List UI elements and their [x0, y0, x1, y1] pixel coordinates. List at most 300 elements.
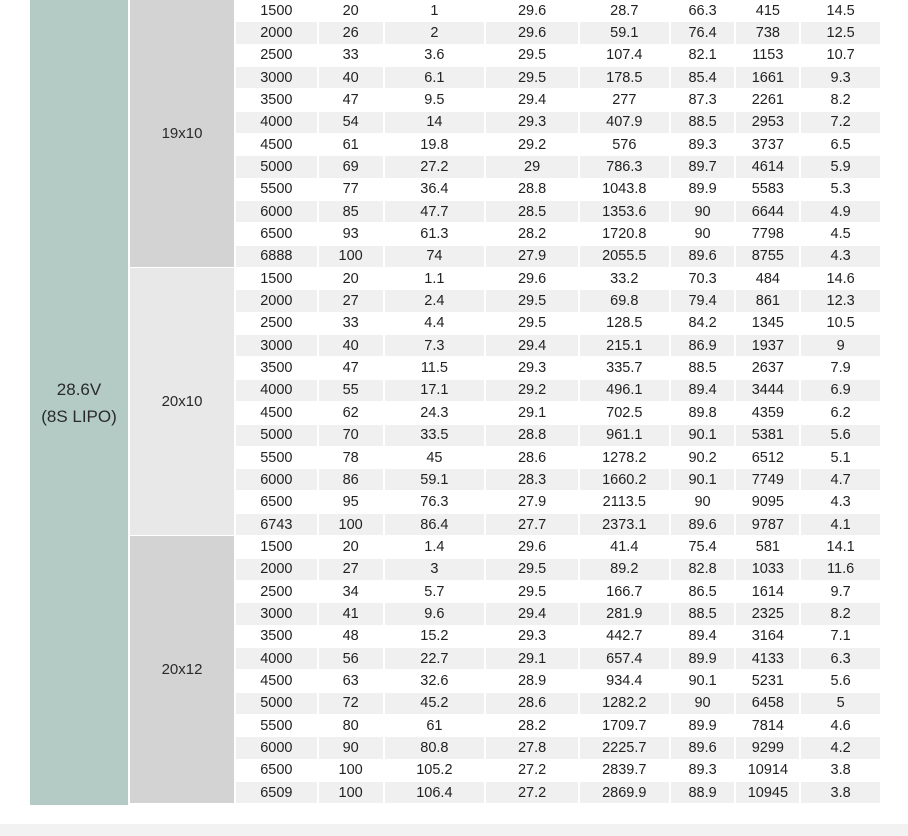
table-cell: 6644	[736, 201, 799, 222]
table-row	[236, 358, 880, 379]
table-cell: 4.9	[801, 201, 880, 222]
table-cell: 2055.5	[580, 246, 669, 267]
table-cell: 4.1	[801, 514, 880, 535]
table-cell: 1278.2	[580, 447, 669, 468]
table-cell: 10.5	[801, 313, 880, 334]
table-cell: 8.2	[801, 603, 880, 624]
table-cell: 45	[385, 447, 485, 468]
table-cell: 14.5	[801, 0, 880, 21]
table-cell: 22.7	[385, 648, 485, 669]
table-cell: 2113.5	[580, 492, 669, 513]
table-cell: 5231	[736, 670, 799, 691]
table-cell: 29.4	[486, 603, 578, 624]
table-cell: 8.2	[801, 89, 880, 110]
table-cell: 48	[319, 626, 383, 647]
table-cell: 32.6	[385, 670, 485, 691]
table-cell: 3.8	[801, 782, 880, 803]
table-cell: 105.2	[385, 760, 485, 781]
table-cell: 86.5	[671, 581, 735, 602]
table-cell: 581	[736, 536, 799, 557]
table-cell: 1500	[236, 268, 317, 289]
table-cell: 934.4	[580, 670, 669, 691]
table-cell: 2225.7	[580, 737, 669, 758]
table-cell: 2953	[736, 112, 799, 133]
table-cell: 89.9	[671, 648, 735, 669]
table-cell: 277	[580, 89, 669, 110]
table-cell: 9.7	[801, 581, 880, 602]
table-cell: 3.6	[385, 45, 485, 66]
table-row	[236, 313, 880, 334]
table-cell: 5.3	[801, 179, 880, 200]
table-cell: 738	[736, 22, 799, 43]
table-cell: 6500	[236, 223, 317, 244]
table-cell: 6000	[236, 737, 317, 758]
table-cell: 2637	[736, 358, 799, 379]
table-cell: 33	[319, 45, 383, 66]
table-cell: 4000	[236, 112, 317, 133]
table-cell: 576	[580, 134, 669, 155]
table-cell: 6500	[236, 492, 317, 513]
table-cell: 6.1	[385, 67, 485, 88]
table-cell: 61	[385, 715, 485, 736]
table-cell: 1937	[736, 335, 799, 356]
table-cell: 484	[736, 268, 799, 289]
table-cell: 80.8	[385, 737, 485, 758]
table-cell: 4.3	[801, 246, 880, 267]
table-cell: 2000	[236, 22, 317, 43]
table-row	[236, 156, 880, 177]
table-cell: 24.3	[385, 402, 485, 423]
table-row	[236, 469, 880, 490]
table-cell: 100	[319, 514, 383, 535]
table-cell: 62	[319, 402, 383, 423]
battery-type: (8S LIPO)	[41, 406, 117, 426]
table-cell: 86.9	[671, 335, 735, 356]
table-cell: 1.4	[385, 536, 485, 557]
table-cell: 20	[319, 0, 383, 21]
table-cell: 2839.7	[580, 760, 669, 781]
table-cell: 7814	[736, 715, 799, 736]
table-row	[236, 179, 880, 200]
table-cell: 106.4	[385, 782, 485, 803]
table-cell: 70	[319, 425, 383, 446]
table-cell: 4.6	[801, 715, 880, 736]
table-cell: 33	[319, 313, 383, 334]
table-cell: 14	[385, 112, 485, 133]
table-row	[236, 514, 880, 535]
table-cell: 1	[385, 0, 485, 21]
table-cell: 90	[671, 201, 735, 222]
table-cell: 55	[319, 380, 383, 401]
table-cell: 3164	[736, 626, 799, 647]
table-cell: 89.3	[671, 760, 735, 781]
table-row	[236, 112, 880, 133]
table-cell: 10.7	[801, 45, 880, 66]
table-cell: 28.6	[486, 447, 578, 468]
table-cell: 9095	[736, 492, 799, 513]
table-cell: 5.6	[801, 670, 880, 691]
table-cell: 1353.6	[580, 201, 669, 222]
table-cell: 4.2	[801, 737, 880, 758]
table-cell: 4000	[236, 380, 317, 401]
table-cell: 1614	[736, 581, 799, 602]
table-cell: 14.6	[801, 268, 880, 289]
table-cell: 1660.2	[580, 469, 669, 490]
table-cell: 82.1	[671, 45, 735, 66]
table-cell: 3500	[236, 358, 317, 379]
table-cell: 28.5	[486, 201, 578, 222]
table-cell: 15.2	[385, 626, 485, 647]
table-cell: 6458	[736, 693, 799, 714]
table-cell: 90	[319, 737, 383, 758]
performance-table	[30, 0, 880, 805]
table-cell: 29.3	[486, 626, 578, 647]
table-cell: 7.1	[801, 626, 880, 647]
table-cell: 9.5	[385, 89, 485, 110]
table-cell: 5000	[236, 693, 317, 714]
table-cell: 6.5	[801, 134, 880, 155]
table-cell: 4.7	[801, 469, 880, 490]
table-cell: 4359	[736, 402, 799, 423]
table-cell: 80	[319, 715, 383, 736]
table-cell: 4.3	[801, 492, 880, 513]
table-cell: 63	[319, 670, 383, 691]
table-cell: 1500	[236, 536, 317, 557]
table-row	[236, 782, 880, 803]
table-cell: 4500	[236, 402, 317, 423]
table-cell: 27.2	[486, 760, 578, 781]
table-cell: 29	[486, 156, 578, 177]
table-cell: 415	[736, 0, 799, 21]
table-row	[236, 246, 880, 267]
table-cell: 6888	[236, 246, 317, 267]
table-cell: 34	[319, 581, 383, 602]
table-cell: 28.3	[486, 469, 578, 490]
prop-size-label: 19x10	[161, 125, 203, 143]
table-row	[236, 447, 880, 468]
table-row	[236, 603, 880, 624]
table-cell: 166.7	[580, 581, 669, 602]
table-cell: 27.9	[486, 246, 578, 267]
table-cell: 90.1	[671, 469, 735, 490]
table-cell: 12.5	[801, 22, 880, 43]
table-cell: 89.9	[671, 715, 735, 736]
table-cell: 29.5	[486, 559, 578, 580]
prop-size-label: 20x10	[161, 393, 203, 411]
table-row	[236, 670, 880, 691]
table-cell: 88.5	[671, 603, 735, 624]
table-cell: 4.4	[385, 313, 485, 334]
table-cell: 78	[319, 447, 383, 468]
table-cell: 861	[736, 290, 799, 311]
table-cell: 90	[671, 492, 735, 513]
table-cell: 702.5	[580, 402, 669, 423]
table-cell: 85	[319, 201, 383, 222]
table-cell: 89.4	[671, 626, 735, 647]
table-cell: 89.6	[671, 737, 735, 758]
table-cell: 4000	[236, 648, 317, 669]
table-cell: 5381	[736, 425, 799, 446]
table-cell: 100	[319, 246, 383, 267]
table-cell: 28.2	[486, 715, 578, 736]
table-cell: 3.8	[801, 760, 880, 781]
table-cell: 4.5	[801, 223, 880, 244]
table-cell: 335.7	[580, 358, 669, 379]
table-row	[236, 290, 880, 311]
table-row	[236, 223, 880, 244]
table-row	[236, 760, 880, 781]
table-cell: 2000	[236, 559, 317, 580]
table-row	[236, 715, 880, 736]
table-cell: 5.6	[801, 425, 880, 446]
table-cell: 82.8	[671, 559, 735, 580]
table-cell: 29.5	[486, 45, 578, 66]
table-cell: 56	[319, 648, 383, 669]
table-row	[236, 626, 880, 647]
table-cell: 89.7	[671, 156, 735, 177]
table-cell: 1709.7	[580, 715, 669, 736]
table-cell: 88.5	[671, 112, 735, 133]
table-cell: 4614	[736, 156, 799, 177]
table-row	[236, 559, 880, 580]
table-cell: 77	[319, 179, 383, 200]
table-cell: 29.3	[486, 358, 578, 379]
table-cell: 40	[319, 335, 383, 356]
table-cell: 3000	[236, 67, 317, 88]
table-cell: 40	[319, 67, 383, 88]
table-cell: 19.8	[385, 134, 485, 155]
table-cell: 1661	[736, 67, 799, 88]
table-cell: 86.4	[385, 514, 485, 535]
table-cell: 11.6	[801, 559, 880, 580]
table-cell: 47	[319, 358, 383, 379]
table-cell: 6000	[236, 201, 317, 222]
table-cell: 33.5	[385, 425, 485, 446]
table-cell: 29.2	[486, 380, 578, 401]
table-cell: 29.5	[486, 581, 578, 602]
table-cell: 89.2	[580, 559, 669, 580]
table-cell: 89.4	[671, 380, 735, 401]
table-cell: 2261	[736, 89, 799, 110]
table-cell: 6.2	[801, 402, 880, 423]
table-cell: 3000	[236, 603, 317, 624]
table-cell: 90	[671, 223, 735, 244]
table-cell: 47.7	[385, 201, 485, 222]
table-cell: 5000	[236, 156, 317, 177]
table-cell: 95	[319, 492, 383, 513]
table-cell: 29.6	[486, 536, 578, 557]
table-cell: 93	[319, 223, 383, 244]
table-row	[236, 0, 880, 21]
table-cell: 89.6	[671, 246, 735, 267]
data-rows	[236, 0, 880, 804]
table-row	[236, 693, 880, 714]
table-cell: 100	[319, 782, 383, 803]
table-cell: 3444	[736, 380, 799, 401]
table-cell: 29.1	[486, 648, 578, 669]
prop-group-19x10	[130, 0, 234, 267]
table-cell: 27.9	[486, 492, 578, 513]
table-cell: 36.4	[385, 179, 485, 200]
table-cell: 6500	[236, 760, 317, 781]
table-cell: 76.3	[385, 492, 485, 513]
table-cell: 75.4	[671, 536, 735, 557]
table-cell: 7.2	[801, 112, 880, 133]
table-cell: 7798	[736, 223, 799, 244]
table-cell: 786.3	[580, 156, 669, 177]
table-cell: 9787	[736, 514, 799, 535]
table-cell: 29.5	[486, 313, 578, 334]
table-cell: 5583	[736, 179, 799, 200]
table-cell: 90.1	[671, 670, 735, 691]
table-cell: 76.4	[671, 22, 735, 43]
table-cell: 3	[385, 559, 485, 580]
table-cell: 4133	[736, 648, 799, 669]
table-cell: 2869.9	[580, 782, 669, 803]
table-cell: 3500	[236, 89, 317, 110]
table-cell: 28.2	[486, 223, 578, 244]
table-cell: 107.4	[580, 45, 669, 66]
table-cell: 10945	[736, 782, 799, 803]
table-cell: 9299	[736, 737, 799, 758]
table-cell: 5	[801, 693, 880, 714]
table-cell: 27.2	[486, 782, 578, 803]
table-cell: 59.1	[385, 469, 485, 490]
table-cell: 29.4	[486, 89, 578, 110]
table-cell: 100	[319, 760, 383, 781]
table-cell: 89.9	[671, 179, 735, 200]
table-cell: 28.8	[486, 179, 578, 200]
table-cell: 9.6	[385, 603, 485, 624]
table-cell: 70.3	[671, 268, 735, 289]
table-cell: 90	[671, 693, 735, 714]
table-cell: 6509	[236, 782, 317, 803]
table-row	[236, 380, 880, 401]
table-cell: 27.8	[486, 737, 578, 758]
table-cell: 7.9	[801, 358, 880, 379]
table-row	[236, 402, 880, 423]
table-cell: 33.2	[580, 268, 669, 289]
table-cell: 72	[319, 693, 383, 714]
table-cell: 1043.8	[580, 179, 669, 200]
table-row	[236, 425, 880, 446]
table-cell: 89.6	[671, 514, 735, 535]
table-cell: 2500	[236, 45, 317, 66]
table-cell: 3737	[736, 134, 799, 155]
table-cell: 6000	[236, 469, 317, 490]
voltage-cell	[30, 0, 128, 805]
table-cell: 3500	[236, 626, 317, 647]
table-cell: 47	[319, 89, 383, 110]
table-cell: 2500	[236, 313, 317, 334]
table-cell: 41.4	[580, 536, 669, 557]
table-cell: 29.5	[486, 67, 578, 88]
prop-size-label: 20x12	[161, 661, 203, 679]
table-row	[236, 22, 880, 43]
table-row	[236, 737, 880, 758]
table-cell: 29.1	[486, 402, 578, 423]
table-cell: 11.5	[385, 358, 485, 379]
table-cell: 20	[319, 536, 383, 557]
table-cell: 5000	[236, 425, 317, 446]
table-cell: 2	[385, 22, 485, 43]
table-cell: 89.3	[671, 134, 735, 155]
table-cell: 89.8	[671, 402, 735, 423]
table-row	[236, 335, 880, 356]
table-cell: 1153	[736, 45, 799, 66]
table-row	[236, 536, 880, 557]
table-cell: 1282.2	[580, 693, 669, 714]
table-cell: 88.9	[671, 782, 735, 803]
table-row	[236, 89, 880, 110]
table-cell: 59.1	[580, 22, 669, 43]
table-cell: 6743	[236, 514, 317, 535]
table-cell: 5500	[236, 179, 317, 200]
table-cell: 41	[319, 603, 383, 624]
table-cell: 7749	[736, 469, 799, 490]
table-cell: 26	[319, 22, 383, 43]
table-cell: 178.5	[580, 67, 669, 88]
table-cell: 27.7	[486, 514, 578, 535]
table-cell: 1.1	[385, 268, 485, 289]
table-row	[236, 268, 880, 289]
table-cell: 86	[319, 469, 383, 490]
table-row	[236, 648, 880, 669]
table-cell: 2.4	[385, 290, 485, 311]
table-cell: 29.6	[486, 22, 578, 43]
table-cell: 2000	[236, 290, 317, 311]
table-cell: 5500	[236, 447, 317, 468]
table-cell: 14.1	[801, 536, 880, 557]
table-cell: 1345	[736, 313, 799, 334]
table-cell: 28.7	[580, 0, 669, 21]
page-bottom-band	[0, 824, 908, 836]
table-cell: 45.2	[385, 693, 485, 714]
table-cell: 90.1	[671, 425, 735, 446]
table-cell: 10914	[736, 760, 799, 781]
table-cell: 29.4	[486, 335, 578, 356]
table-cell: 2373.1	[580, 514, 669, 535]
table-cell: 9	[801, 335, 880, 356]
table-cell: 4500	[236, 134, 317, 155]
table-cell: 7.3	[385, 335, 485, 356]
table-cell: 17.1	[385, 380, 485, 401]
table-cell: 69.8	[580, 290, 669, 311]
table-cell: 2325	[736, 603, 799, 624]
table-row	[236, 134, 880, 155]
table-cell: 442.7	[580, 626, 669, 647]
table-cell: 5.7	[385, 581, 485, 602]
table-cell: 66.3	[671, 0, 735, 21]
table-cell: 29.3	[486, 112, 578, 133]
prop-group-20x10	[130, 268, 234, 535]
table-cell: 961.1	[580, 425, 669, 446]
table-cell: 20	[319, 268, 383, 289]
table-cell: 28.6	[486, 693, 578, 714]
table-row	[236, 201, 880, 222]
table-cell: 27	[319, 290, 383, 311]
table-cell: 27.2	[385, 156, 485, 177]
table-row	[236, 581, 880, 602]
table-cell: 90.2	[671, 447, 735, 468]
table-cell: 87.3	[671, 89, 735, 110]
table-cell: 29.6	[486, 0, 578, 21]
table-cell: 85.4	[671, 67, 735, 88]
table-cell: 5.9	[801, 156, 880, 177]
table-cell: 12.3	[801, 290, 880, 311]
table-cell: 6.9	[801, 380, 880, 401]
table-cell: 88.5	[671, 358, 735, 379]
